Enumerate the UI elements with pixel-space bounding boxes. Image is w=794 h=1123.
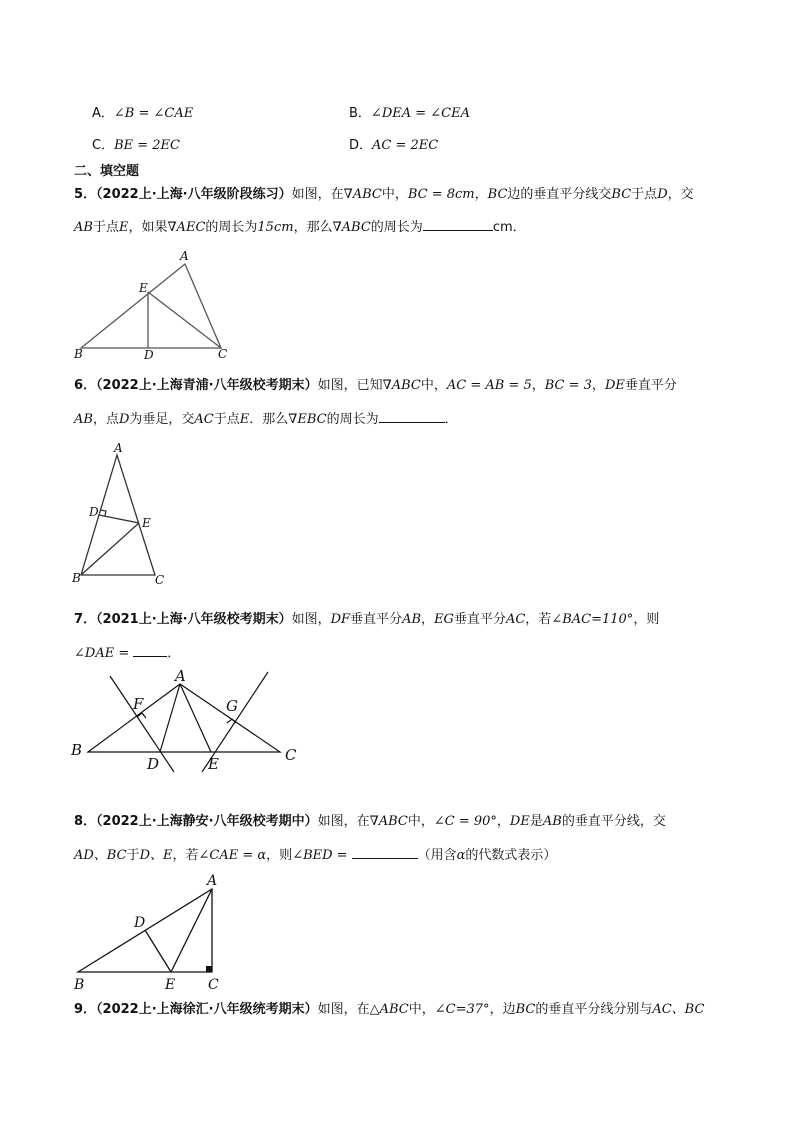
q7-text: 垂直平分 [350,612,403,627]
q5-label-e: E [139,281,148,295]
q8-math: AB [542,814,562,829]
q7-label-d: D [147,755,160,773]
q8-text: ，若 [172,848,199,863]
q5-math: D [657,187,668,202]
q6-text: ， [591,378,605,393]
q7-source: （2021上·上海·八年级校考期末） [96,612,292,627]
q5-label-c: C [218,347,228,361]
option-c-text: BE = 2EC [114,138,180,153]
q7-math: DF [330,612,351,627]
q5-source: （2022上·上海·八年级阶段练习） [96,187,292,202]
q8-math: α [456,848,466,863]
q5-math: BC [487,187,508,202]
q9-text: 中， [408,1002,435,1017]
q7-text: ，若 [525,612,552,627]
q5-text: ，如果 [128,220,168,235]
section-title: 二、填空题 [74,164,140,179]
q7-math: AB [402,612,422,627]
q8-label-d: D [134,915,146,931]
q9-math: △ABC [369,1002,409,1017]
option-b-letter: B． [349,106,371,121]
q7-math: ∠DAE = [74,646,130,661]
q8-text: 如图，在 [317,814,370,829]
q8-segment-de [145,930,171,972]
q6-source: （2022上·上海青浦·八年级校考期末） [96,378,318,393]
q6-text: ，点 [92,412,119,427]
q8-number: 8． [74,814,97,829]
q6-label-d: D [89,505,99,519]
q9-text: 如图，在 [317,1002,370,1017]
q5-text: 的周长为 [205,220,258,235]
q8-math: DE [509,814,530,829]
q7-label-f: F [133,695,144,713]
q6-math: BC = 3 [544,378,592,393]
q8-math: ∠BED = [292,848,348,863]
q5-math: BC [611,187,632,202]
q5-text: ， [474,187,488,202]
q7-label-g: G [226,697,238,715]
q7-label-b: B [71,741,83,759]
q5-label-a: A [180,249,189,263]
q5-text: ，那么 [293,220,333,235]
q7-text: 如图， [291,612,331,627]
q8-math: D、E [139,848,173,863]
q7-text: 垂直平分 [453,612,506,627]
q7-text: ， [421,612,435,627]
q6-math: E [239,412,250,427]
q6-math: AB [74,412,93,427]
q5-label-b: B [74,347,83,361]
q6-text: 的周长为 [326,412,379,427]
q6-text: 如图，已知 [317,378,383,393]
q9-math: BC [515,1002,536,1017]
q9-source: （2022上·上海徐汇·八年级统考期末） [96,1002,318,1017]
q9-math: ∠C=37° [434,1002,490,1017]
q7-label-a: A [175,667,186,685]
q5-math: AB [74,220,93,235]
q8-text: 于 [126,848,140,863]
q8-text: 中， [407,814,434,829]
q5-text: 于点 [631,187,658,202]
q7-math: ∠BAC=110° [551,612,634,627]
q8-math: AD、BC [74,848,127,863]
q8-text: （用含 [417,848,457,863]
q6-text: ．那么 [249,412,289,427]
q6-math: AC = AB = 5 [446,378,532,393]
option-a-letter: A． [92,106,114,121]
q7-math: EG [434,612,454,627]
q9-number: 9． [74,1002,97,1017]
q6-label-c: C [155,573,165,587]
q5-math: E [118,220,129,235]
q5-math: ∇AEC [167,220,206,235]
q5-math: ∇ABC [343,187,382,202]
option-c-letter: C． [92,138,115,153]
q8-math: ∇ABC [369,814,408,829]
q6-text: 垂直平分 [624,378,677,393]
q9-math: AC、BC [652,1002,705,1017]
q8-text: 的代数式表示） [465,848,557,863]
q5-text: ，交 [667,187,694,202]
q6-math: ∇EBC [288,412,327,427]
q5-math: ∇ABC [332,220,371,235]
q6-math: ∇ABC [382,378,421,393]
q5-math: BC = 8cm [407,187,475,202]
q8-math: ∠C = 90° [433,814,497,829]
q6-label-a: A [114,441,123,455]
q9-text: 的垂直平分线分别与 [535,1002,653,1017]
q8-right-angle-mark [206,966,212,972]
q5-label-d: D [144,348,154,362]
q8-math: ∠CAE = α [198,848,267,863]
option-b-text: ∠DEA = ∠CEA [370,106,470,121]
q6-math: AC [194,412,214,427]
q5-text: 的周长为 [370,220,423,235]
option-a-text: ∠B = ∠CAE [113,106,194,121]
q6-text: 为垂足，交 [129,412,195,427]
q5-math: 15cm [257,220,294,235]
q8-label-b: B [74,977,85,993]
q8-label-e: E [165,977,176,993]
option-d-text: AC = 2EC [372,138,439,153]
q7-number: 7． [74,612,97,627]
option-d-letter: D． [349,138,373,153]
q6-label-b: B [72,571,81,585]
q6-label-e: E [142,516,151,530]
q5-text: 中， [381,187,408,202]
q9-line1 [74,1000,704,1020]
q8-label-c: C [208,977,219,993]
q6-math: D [118,412,130,427]
q6-math: DE [604,378,625,393]
q7-label-c: C [285,746,297,764]
q7-text: ，则 [633,612,660,627]
q8-source: （2022上·上海静安·八年级校考期中） [96,814,318,829]
q7-text: ． [167,646,181,661]
q5-text: cm [492,220,513,235]
q5-text: ． [512,220,526,235]
q5-text: 边的垂直平分线交 [507,187,612,202]
q6-number: 6． [74,378,97,393]
q8-text: ， [496,814,510,829]
q7-math: AC [505,612,526,627]
q8-text: ，则 [266,848,293,863]
q6-text: 中， [420,378,447,393]
q5-text: 于点 [92,220,119,235]
q6-text: ． [444,412,458,427]
q8-text: 是 [529,814,543,829]
q8-text: 的垂直平分线，交 [561,814,666,829]
q6-text: ， [531,378,545,393]
q5-text: 如图，在 [291,187,344,202]
q5-number: 5． [74,187,97,202]
q7-label-e: E [208,755,219,773]
q9-text: ，边 [489,1002,516,1017]
q8-label-a: A [207,873,218,889]
q6-text: 于点 [213,412,240,427]
